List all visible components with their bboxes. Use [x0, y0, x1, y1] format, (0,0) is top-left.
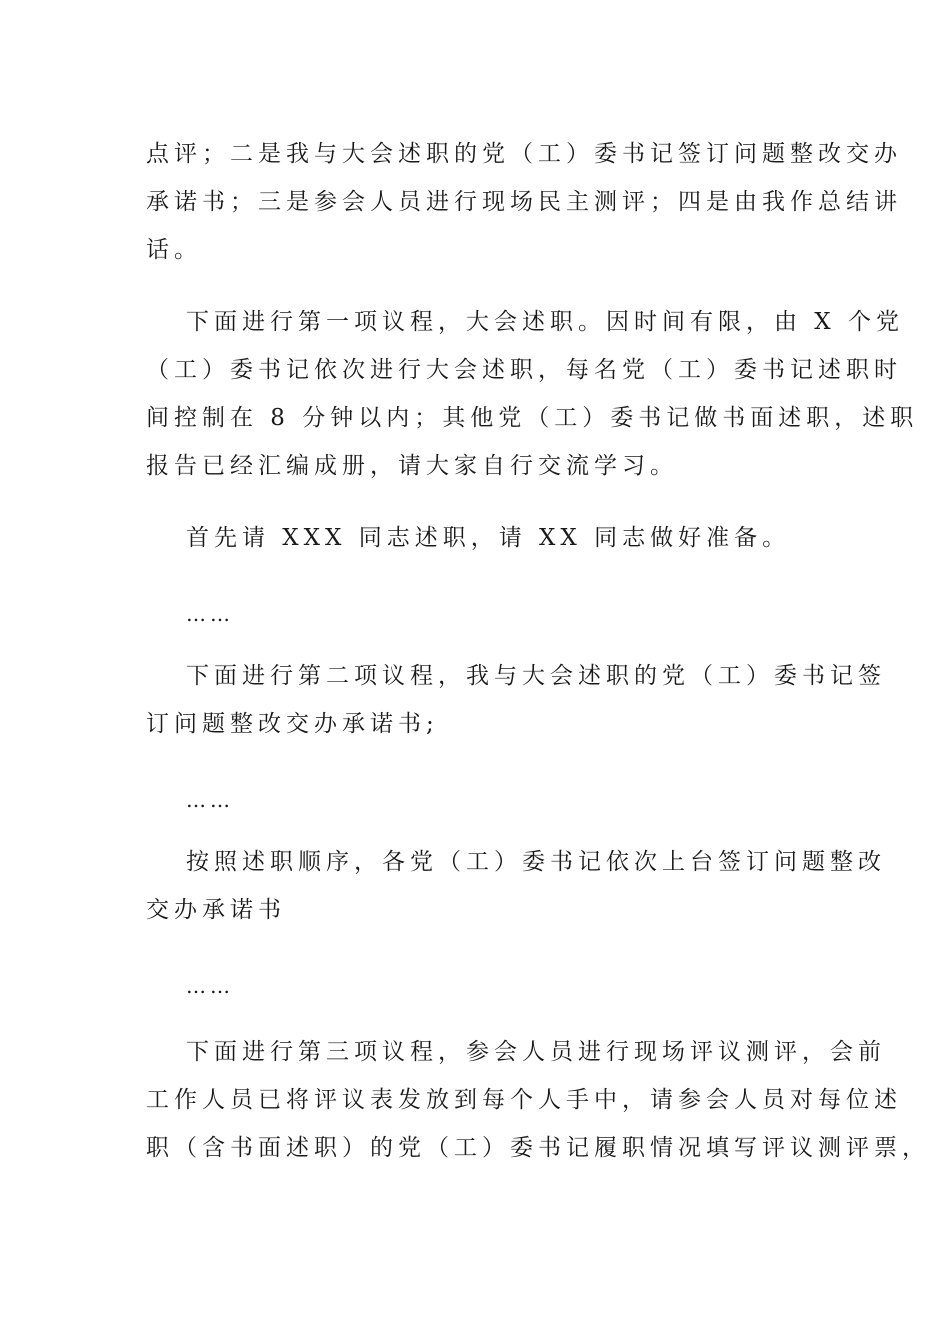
- ellipsis-text: ……: [186, 788, 234, 812]
- ellipsis-separator: [146, 962, 816, 1010]
- paragraph-item-two: [146, 652, 886, 748]
- paragraph-item-one: [146, 298, 919, 490]
- ellipsis-text: ……: [186, 974, 234, 998]
- ellipsis-text: ……: [186, 602, 234, 626]
- text-line: 职（含书面述职）的党（工）委书记履职情况填写评议测评票，: [146, 1135, 930, 1161]
- paragraph-signing-order: [146, 838, 886, 934]
- text-line: 工作人员已将评议表发放到每个人手中，请参会人员对每位述: [146, 1087, 902, 1113]
- text-line: 话。: [146, 237, 202, 263]
- text-line: 下面进行第一项议程，大会述职。因时间有限，由 X 个党: [186, 309, 904, 335]
- paragraph-agenda-continued: [146, 130, 902, 274]
- text-line: 间控制在 8 分钟以内；其他党（工）委书记做书面述职，述职: [146, 405, 919, 431]
- text-line: 订问题整改交办承诺书;: [146, 711, 439, 737]
- text-line: 下面进行第三项议程，参会人员进行现场评议测评，会前: [186, 1039, 886, 1065]
- text-line: 点评；二是我与大会述职的党（工）委书记签订问题整改交办: [146, 141, 902, 167]
- text-line: 报告已经汇编成册，请大家自行交流学习。: [146, 453, 678, 479]
- text-line: （工）委书记依次进行大会述职，每名党（工）委书记述职时: [146, 357, 902, 383]
- text-line: 首先请 XXX 同志述职，请 XX 同志做好准备。: [186, 525, 791, 551]
- text-line: 承诺书；三是参会人员进行现场民主测评；四是由我作总结讲: [146, 189, 902, 215]
- ellipsis-separator: [146, 590, 816, 638]
- paragraph-first-speaker: [146, 514, 816, 562]
- text-line: 按照述职顺序，各党（工）委书记依次上台签订问题整改: [186, 849, 886, 875]
- text-line: 交办承诺书: [146, 897, 286, 923]
- paragraph-item-three: [146, 1028, 930, 1172]
- text-line: 下面进行第二项议程，我与大会述职的党（工）委书记签: [186, 663, 886, 689]
- ellipsis-separator: [146, 776, 816, 824]
